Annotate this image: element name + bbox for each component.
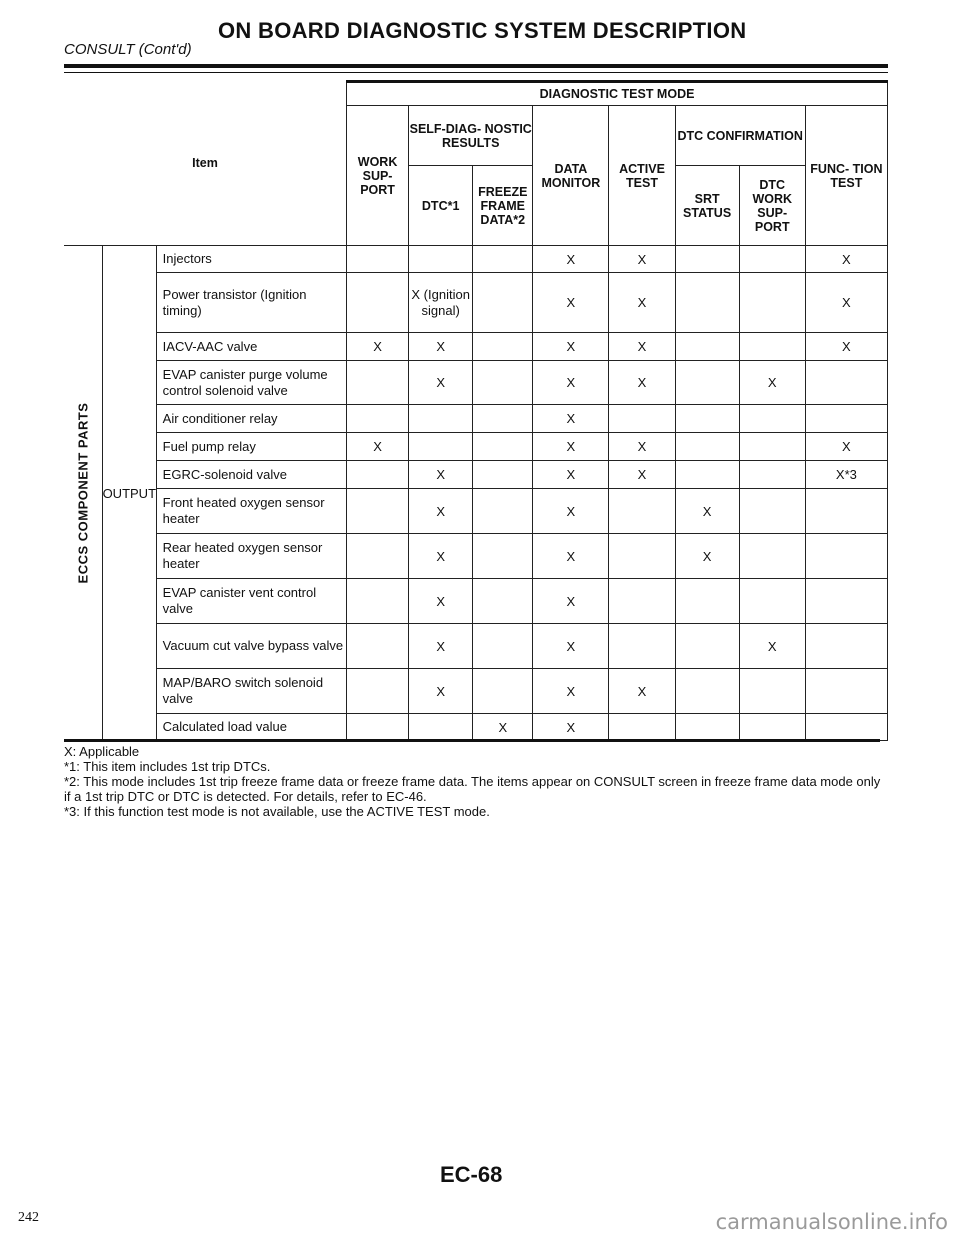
dtc-work-support-cell [739,333,805,361]
table-row [64,714,888,741]
srt-status-cell [675,433,739,461]
dtc-cell [409,714,473,741]
freeze-frame-cell [473,246,533,273]
active-test-cell: X [609,333,675,361]
function-test-cell [805,624,887,669]
self-diag-results-header: SELF-DIAG- NOSTIC RESULTS [409,106,533,166]
dtc-work-support-cell [739,405,805,433]
work-support-cell: X [347,333,409,361]
work-support-cell: X [347,433,409,461]
watermark: carmanualsonline.info [715,1210,948,1234]
item-cell: Power transistor (Ignition timing) [156,273,346,333]
srt-status-cell [675,246,739,273]
srt-status-cell [675,624,739,669]
srt-status-cell: X [675,489,739,534]
table-bottom-rule [64,739,880,742]
footnote-3: *3: If this function test mode is not available, use the ACTIVE TEST mode. [64,804,490,819]
dtc-work-support-cell [739,433,805,461]
active-test-header: ACTIVE TEST [609,106,675,246]
page-number: 242 [18,1210,39,1225]
table-row [64,624,888,669]
data-monitor-cell: X [533,405,609,433]
srt-status-cell [675,714,739,741]
dtc-cell: X [409,461,473,489]
freeze-frame-cell [473,461,533,489]
srt-status-cell [675,579,739,624]
dtc-work-support-cell [739,714,805,741]
dtc-cell [409,405,473,433]
function-test-cell [805,361,887,405]
data-monitor-cell: X [533,361,609,405]
data-monitor-cell: X [533,669,609,714]
dtc-cell [409,433,473,461]
item-cell: MAP/BARO switch solenoid valve [156,669,346,714]
dtc-header: DTC*1 [409,166,473,246]
freeze-frame-header: FREEZE FRAME DATA*2 [473,166,533,246]
item-cell: Vacuum cut valve bypass valve [156,624,346,669]
table-row [64,273,888,333]
function-test-cell [805,579,887,624]
dtc-work-support-cell [739,246,805,273]
freeze-frame-cell [473,579,533,624]
component-group-label: ECCS COMPONENT PARTS [64,246,102,741]
active-test-cell: X [609,669,675,714]
dtc-work-support-cell: X [739,624,805,669]
dtc-cell: X [409,489,473,534]
srt-status-cell [675,405,739,433]
work-support-cell [347,361,409,405]
freeze-frame-cell [473,624,533,669]
item-cell: Fuel pump relay [156,433,346,461]
header-rule-thin [64,72,888,73]
table-row [64,669,888,714]
function-test-cell [805,405,887,433]
table-row [64,361,888,405]
item-cell: Rear heated oxygen sensor heater [156,534,346,579]
active-test-cell: X [609,461,675,489]
active-test-cell [609,489,675,534]
active-test-cell: X [609,361,675,405]
item-cell: Calculated load value [156,714,346,741]
work-support-cell [347,489,409,534]
dtc-cell: X [409,534,473,579]
dtc-work-support-cell [739,579,805,624]
item-header: Item [64,82,347,246]
item-cell: EGRC-solenoid valve [156,461,346,489]
function-test-header: FUNC- TION TEST [805,106,887,246]
diagnostic-mode-table [64,80,888,741]
dtc-cell: X [409,333,473,361]
work-support-cell [347,669,409,714]
table-row [64,579,888,624]
freeze-frame-cell [473,489,533,534]
active-test-cell: X [609,273,675,333]
work-support-cell [347,273,409,333]
work-support-header: WORK SUP- PORT [347,106,409,246]
dtc-cell [409,246,473,273]
page-code: EC-68 [440,1162,503,1187]
function-test-cell: X [805,333,887,361]
srt-status-cell [675,273,739,333]
data-monitor-cell: X [533,489,609,534]
footnote-1: *1: This item includes 1st trip DTCs. [64,759,271,774]
data-monitor-header: DATA MONITOR [533,106,609,246]
work-support-cell [347,461,409,489]
dtc-cell: X [409,361,473,405]
item-cell: EVAP canister vent control valve [156,579,346,624]
table-row [64,489,888,534]
dtc-work-support-cell [739,489,805,534]
table-row [64,534,888,579]
table-row [64,461,888,489]
active-test-cell: X [609,433,675,461]
function-test-cell [805,714,887,741]
function-test-cell: X*3 [805,461,887,489]
freeze-frame-cell: X [473,714,533,741]
srt-status-cell [675,361,739,405]
data-monitor-cell: X [533,714,609,741]
work-support-cell [347,405,409,433]
data-monitor-cell: X [533,579,609,624]
active-test-cell [609,579,675,624]
section-subtitle: CONSULT (Cont'd) [64,41,192,58]
data-monitor-cell: X [533,433,609,461]
active-test-cell [609,405,675,433]
dtc-work-support-cell [739,669,805,714]
dtc-cell: X [409,579,473,624]
footnotes [64,744,884,819]
dtc-confirmation-header: DTC CONFIRMATION [675,106,805,166]
freeze-frame-cell [473,361,533,405]
srt-status-cell: X [675,534,739,579]
dtc-work-support-header: DTC WORK SUP- PORT [739,166,805,246]
output-group-label: OUTPUT [102,246,156,741]
work-support-cell [347,246,409,273]
item-cell: Injectors [156,246,346,273]
srt-status-cell [675,669,739,714]
item-cell: Front heated oxygen sensor heater [156,489,346,534]
work-support-cell [347,714,409,741]
active-test-cell: X [609,246,675,273]
work-support-cell [347,579,409,624]
work-support-cell [347,624,409,669]
freeze-frame-cell [473,669,533,714]
dtc-work-support-cell: X [739,361,805,405]
data-monitor-cell: X [533,534,609,579]
item-cell: Air conditioner relay [156,405,346,433]
active-test-cell [609,534,675,579]
item-cell: IACV-AAC valve [156,333,346,361]
item-cell: EVAP canister purge volume control solenoid valve [156,361,346,405]
diagnostic-test-mode-header: DIAGNOSTIC TEST MODE [347,82,888,106]
freeze-frame-cell [473,273,533,333]
work-support-cell [347,534,409,579]
footnote-2: *2: This mode includes 1st trip freeze frame data or freeze frame data. The items appear on CONSULT screen in freeze frame data mode only if a 1st trip DTC or DTC is detected. For details, refer to EC-46. [64,774,881,804]
table-row [64,405,888,433]
function-test-cell [805,534,887,579]
dtc-work-support-cell [739,273,805,333]
freeze-frame-cell [473,433,533,461]
active-test-cell [609,714,675,741]
data-monitor-cell: X [533,333,609,361]
data-monitor-cell: X [533,246,609,273]
dtc-work-support-cell [739,461,805,489]
footnote-legend: X: Applicable [64,744,140,759]
freeze-frame-cell [473,405,533,433]
table-row [64,246,888,273]
data-monitor-cell: X [533,461,609,489]
header-rule-thick [64,64,888,68]
dtc-cell: X [409,669,473,714]
data-monitor-cell: X [533,624,609,669]
dtc-cell: X [409,624,473,669]
dtc-work-support-cell [739,534,805,579]
srt-status-cell [675,461,739,489]
table-row [64,333,888,361]
active-test-cell [609,624,675,669]
dtc-cell: X (Ignition signal) [409,273,473,333]
function-test-cell [805,489,887,534]
function-test-cell: X [805,273,887,333]
table-row [64,433,888,461]
freeze-frame-cell [473,333,533,361]
function-test-cell [805,669,887,714]
page-title: ON BOARD DIAGNOSTIC SYSTEM DESCRIPTION [218,18,747,43]
function-test-cell: X [805,246,887,273]
freeze-frame-cell [473,534,533,579]
srt-status-cell [675,333,739,361]
data-monitor-cell: X [533,273,609,333]
srt-status-header: SRT STATUS [675,166,739,246]
function-test-cell: X [805,433,887,461]
